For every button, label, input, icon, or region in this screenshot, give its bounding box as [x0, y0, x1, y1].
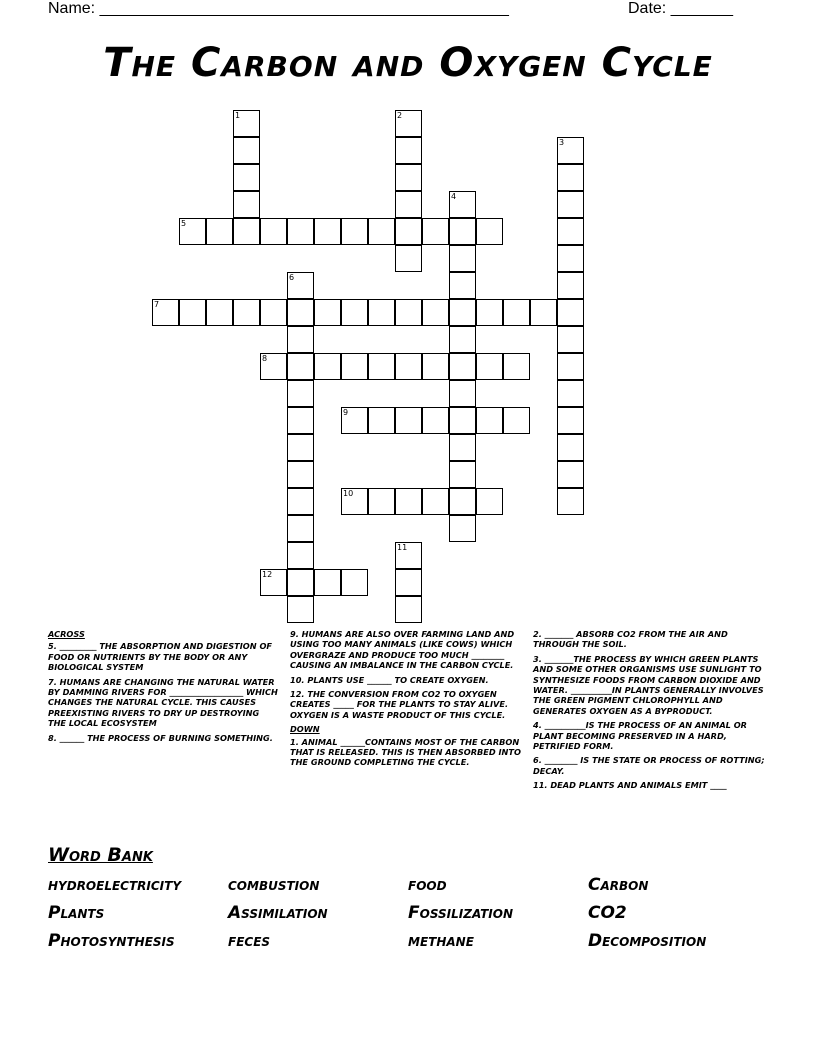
- crossword-cell[interactable]: [287, 488, 314, 515]
- clues-column-2: [290, 629, 522, 772]
- crossword-cell[interactable]: [395, 596, 422, 623]
- word-bank-title: Word Bank: [48, 844, 153, 866]
- crossword-cell[interactable]: [260, 353, 287, 380]
- clue-down-1: 1. ANIMAL ______CONTAINS MOST OF THE CARBON THAT IS RELEASED. THIS IS THEN ABSORBED INTO THE GROUND COMPLETING THE CYCLE.: [290, 736, 521, 768]
- crossword-cell[interactable]: [260, 299, 287, 326]
- crossword-cell[interactable]: [179, 299, 206, 326]
- crossword-cell[interactable]: [152, 299, 179, 326]
- crossword-cell[interactable]: [368, 353, 395, 380]
- word-bank-word: hydroelectricity: [48, 875, 182, 895]
- crossword-cell[interactable]: [476, 353, 503, 380]
- clues-column-3: [533, 629, 765, 795]
- crossword-cell[interactable]: [557, 137, 584, 164]
- crossword-cell[interactable]: [557, 353, 584, 380]
- clue-down-4: 4. __________IS THE PROCESS OF AN ANIMAL OR PLANT BECOMING PRESERVED IN A HARD, PETRIFIED FORM.: [533, 720, 747, 752]
- crossword-cell[interactable]: [557, 299, 584, 326]
- crossword-cell[interactable]: [233, 299, 260, 326]
- clue-down-11: 11. DEAD PLANTS AND ANIMALS EMIT ____: [533, 780, 727, 791]
- crossword-cell[interactable]: [557, 218, 584, 245]
- crossword-cell[interactable]: [476, 488, 503, 515]
- crossword-cell[interactable]: [287, 434, 314, 461]
- crossword-cell[interactable]: [422, 488, 449, 515]
- word-bank-word: Carbon: [588, 875, 649, 895]
- crossword-cell[interactable]: [314, 218, 341, 245]
- crossword-cell[interactable]: [287, 569, 314, 596]
- crossword-cell[interactable]: [395, 191, 422, 218]
- crossword-cell[interactable]: [233, 218, 260, 245]
- crossword-cell[interactable]: [395, 569, 422, 596]
- crossword-cell[interactable]: [422, 407, 449, 434]
- word-bank-word: Fossilization: [408, 903, 513, 923]
- word-bank-word: food: [408, 875, 447, 895]
- clues-column-1: [48, 629, 278, 747]
- crossword-cell[interactable]: [341, 569, 368, 596]
- word-bank-word: feces: [228, 931, 271, 951]
- crossword-cell[interactable]: [395, 137, 422, 164]
- word-bank-word: Plants: [48, 903, 105, 923]
- crossword-cell[interactable]: [260, 218, 287, 245]
- clue-across-5: 5. _________ THE ABSORPTION AND DIGESTION OF FOOD OR NUTRIENTS BY THE BODY OR ANY BIOLOGICAL SYSTEM: [48, 641, 273, 673]
- crossword-cell[interactable]: [449, 380, 476, 407]
- crossword-cell[interactable]: [395, 110, 422, 137]
- crossword-cell[interactable]: [530, 299, 557, 326]
- clue-number: 1: [235, 111, 241, 120]
- clue-number: 8: [262, 354, 268, 363]
- crossword-cell[interactable]: [449, 407, 476, 434]
- crossword-cell[interactable]: [422, 353, 449, 380]
- clue-number: 2: [397, 111, 403, 120]
- crossword-cell[interactable]: [557, 380, 584, 407]
- crossword-cell[interactable]: [233, 110, 260, 137]
- crossword-cell[interactable]: [287, 380, 314, 407]
- crossword-cell[interactable]: [395, 407, 422, 434]
- crossword-cell[interactable]: [287, 542, 314, 569]
- across-heading: ACROSS: [48, 629, 85, 639]
- clue-number: 11: [397, 543, 408, 552]
- crossword-cell[interactable]: [341, 299, 368, 326]
- crossword-cell[interactable]: [476, 218, 503, 245]
- word-bank-word: Photosynthesis: [48, 931, 175, 951]
- crossword-cell[interactable]: [287, 515, 314, 542]
- crossword-cell[interactable]: [503, 299, 530, 326]
- down-heading: DOWN: [290, 724, 320, 735]
- crossword-cell[interactable]: [368, 488, 395, 515]
- word-bank-word: combustion: [228, 875, 320, 895]
- crossword-cell[interactable]: [287, 407, 314, 434]
- crossword-cell[interactable]: [341, 218, 368, 245]
- clue-down-3: 3. _______THE PROCESS BY WHICH GREEN PLANTS AND SOME OTHER ORGANISMS USE SUNLIGHT TO SYNTHESIZE FOODS FROM CARBON DIOXIDE AND WATER. __________IN PLANTS GENERALLY INVOLVES THE GREEN PIGMENT CHLOROPHYLL AND GENERATES OXYGEN AS A BYPRODUCT.: [533, 653, 764, 716]
- name-line: Name: ______________________________________________: [48, 0, 509, 17]
- clue-across-9: 9. HUMANS ARE ALSO OVER FARMING LAND AND USING TOO MANY ANIMALS (LIKE COWS) WHICH OVERGRAZE AND PRODUCE TOO MUCH ________ CAUSING AN IMBALANCE IN THE CARBON CYCLE.: [290, 629, 515, 671]
- crossword-cell[interactable]: [314, 299, 341, 326]
- crossword-cell[interactable]: [449, 299, 476, 326]
- clue-number: 4: [451, 192, 457, 201]
- crossword-cell[interactable]: [395, 299, 422, 326]
- crossword-cell[interactable]: [449, 272, 476, 299]
- crossword-cell[interactable]: [314, 353, 341, 380]
- crossword-cell[interactable]: [395, 245, 422, 272]
- crossword-cell[interactable]: [287, 272, 314, 299]
- crossword-cell[interactable]: [449, 326, 476, 353]
- crossword-cell[interactable]: [233, 164, 260, 191]
- crossword-cell[interactable]: [287, 218, 314, 245]
- crossword-cell[interactable]: [449, 191, 476, 218]
- crossword-cell[interactable]: [395, 164, 422, 191]
- clue-number: 12: [262, 570, 273, 579]
- crossword-cell[interactable]: [395, 542, 422, 569]
- word-bank-word: CO2: [588, 903, 627, 923]
- crossword-cell[interactable]: [476, 407, 503, 434]
- crossword-cell[interactable]: [260, 569, 287, 596]
- word-bank-word: Assimilation: [228, 903, 328, 923]
- crossword-cell[interactable]: [503, 353, 530, 380]
- crossword-cell[interactable]: [395, 488, 422, 515]
- crossword-cell[interactable]: [287, 299, 314, 326]
- crossword-cell[interactable]: [341, 407, 368, 434]
- crossword-cell[interactable]: [449, 488, 476, 515]
- crossword-cell[interactable]: [287, 596, 314, 623]
- crossword-cell[interactable]: [557, 326, 584, 353]
- crossword-cell[interactable]: [233, 137, 260, 164]
- crossword-cell[interactable]: [449, 515, 476, 542]
- clue-across-10: 10. PLANTS USE ______ TO CREATE OXYGEN.: [290, 674, 489, 685]
- crossword-cell[interactable]: [557, 191, 584, 218]
- word-bank-word: Decomposition: [588, 931, 707, 951]
- crossword-cell[interactable]: [557, 164, 584, 191]
- crossword-cell[interactable]: [395, 218, 422, 245]
- crossword-cell[interactable]: [422, 299, 449, 326]
- crossword-cell[interactable]: [557, 461, 584, 488]
- crossword-cell[interactable]: [206, 299, 233, 326]
- clue-number: 9: [343, 408, 349, 417]
- crossword-cell[interactable]: [314, 569, 341, 596]
- crossword-cell[interactable]: [206, 218, 233, 245]
- clue-number: 3: [559, 138, 565, 147]
- crossword-cell[interactable]: [557, 245, 584, 272]
- clue-down-2: 2. _______ ABSORB CO2 FROM THE AIR AND THROUGH THE SOIL.: [533, 629, 728, 650]
- crossword-cell[interactable]: [557, 407, 584, 434]
- crossword-cell[interactable]: [557, 488, 584, 515]
- crossword-cell[interactable]: [179, 218, 206, 245]
- crossword-cell[interactable]: [449, 245, 476, 272]
- crossword-cell[interactable]: [557, 434, 584, 461]
- clue-across-7: 7. HUMANS ARE CHANGING THE NATURAL WATER BY DAMMING RIVERS FOR __________________ WHICH CHANGES THE NATURAL CYCLE. THIS CAUSES PREEXISTING RIVERS TO DRY UP DESTROYING THE LOCAL ECOSYSTEM: [48, 676, 278, 729]
- crossword-cell[interactable]: [233, 191, 260, 218]
- crossword-cell[interactable]: [557, 272, 584, 299]
- crossword-cell[interactable]: [287, 326, 314, 353]
- crossword-cell[interactable]: [449, 218, 476, 245]
- crossword-cell[interactable]: [422, 218, 449, 245]
- clue-across-8: 8. ______ THE PROCESS OF BURNING SOMETHING.: [48, 732, 273, 743]
- crossword-cell[interactable]: [368, 218, 395, 245]
- date-line: Date: _______: [628, 0, 733, 17]
- word-bank-word: methane: [408, 931, 474, 951]
- crossword-cell[interactable]: [341, 488, 368, 515]
- crossword-cell[interactable]: [368, 407, 395, 434]
- crossword-cell[interactable]: [449, 434, 476, 461]
- clue-down-6: 6. ________ IS THE STATE OR PROCESS OF ROTTING; DECAY.: [533, 755, 765, 776]
- crossword-cell[interactable]: [476, 299, 503, 326]
- clue-number: 10: [343, 489, 354, 498]
- crossword-cell[interactable]: [287, 353, 314, 380]
- crossword-cell[interactable]: [449, 353, 476, 380]
- crossword-cell[interactable]: [449, 461, 476, 488]
- page-title: The Carbon and Oxygen Cycle: [103, 40, 713, 86]
- crossword-cell[interactable]: [503, 407, 530, 434]
- crossword-cell[interactable]: [341, 353, 368, 380]
- crossword-cell[interactable]: [395, 353, 422, 380]
- clue-number: 7: [154, 300, 160, 309]
- clue-number: 6: [289, 273, 295, 282]
- clue-across-12: 12. THE CONVERSION FROM CO2 TO OXYGEN CREATES _____ FOR THE PLANTS TO STAY ALIVE. OXYGEN IS A WASTE PRODUCT OF THIS CYCLE.: [290, 689, 509, 720]
- clue-number: 5: [181, 219, 187, 228]
- crossword-cell[interactable]: [287, 461, 314, 488]
- crossword-cell[interactable]: [368, 299, 395, 326]
